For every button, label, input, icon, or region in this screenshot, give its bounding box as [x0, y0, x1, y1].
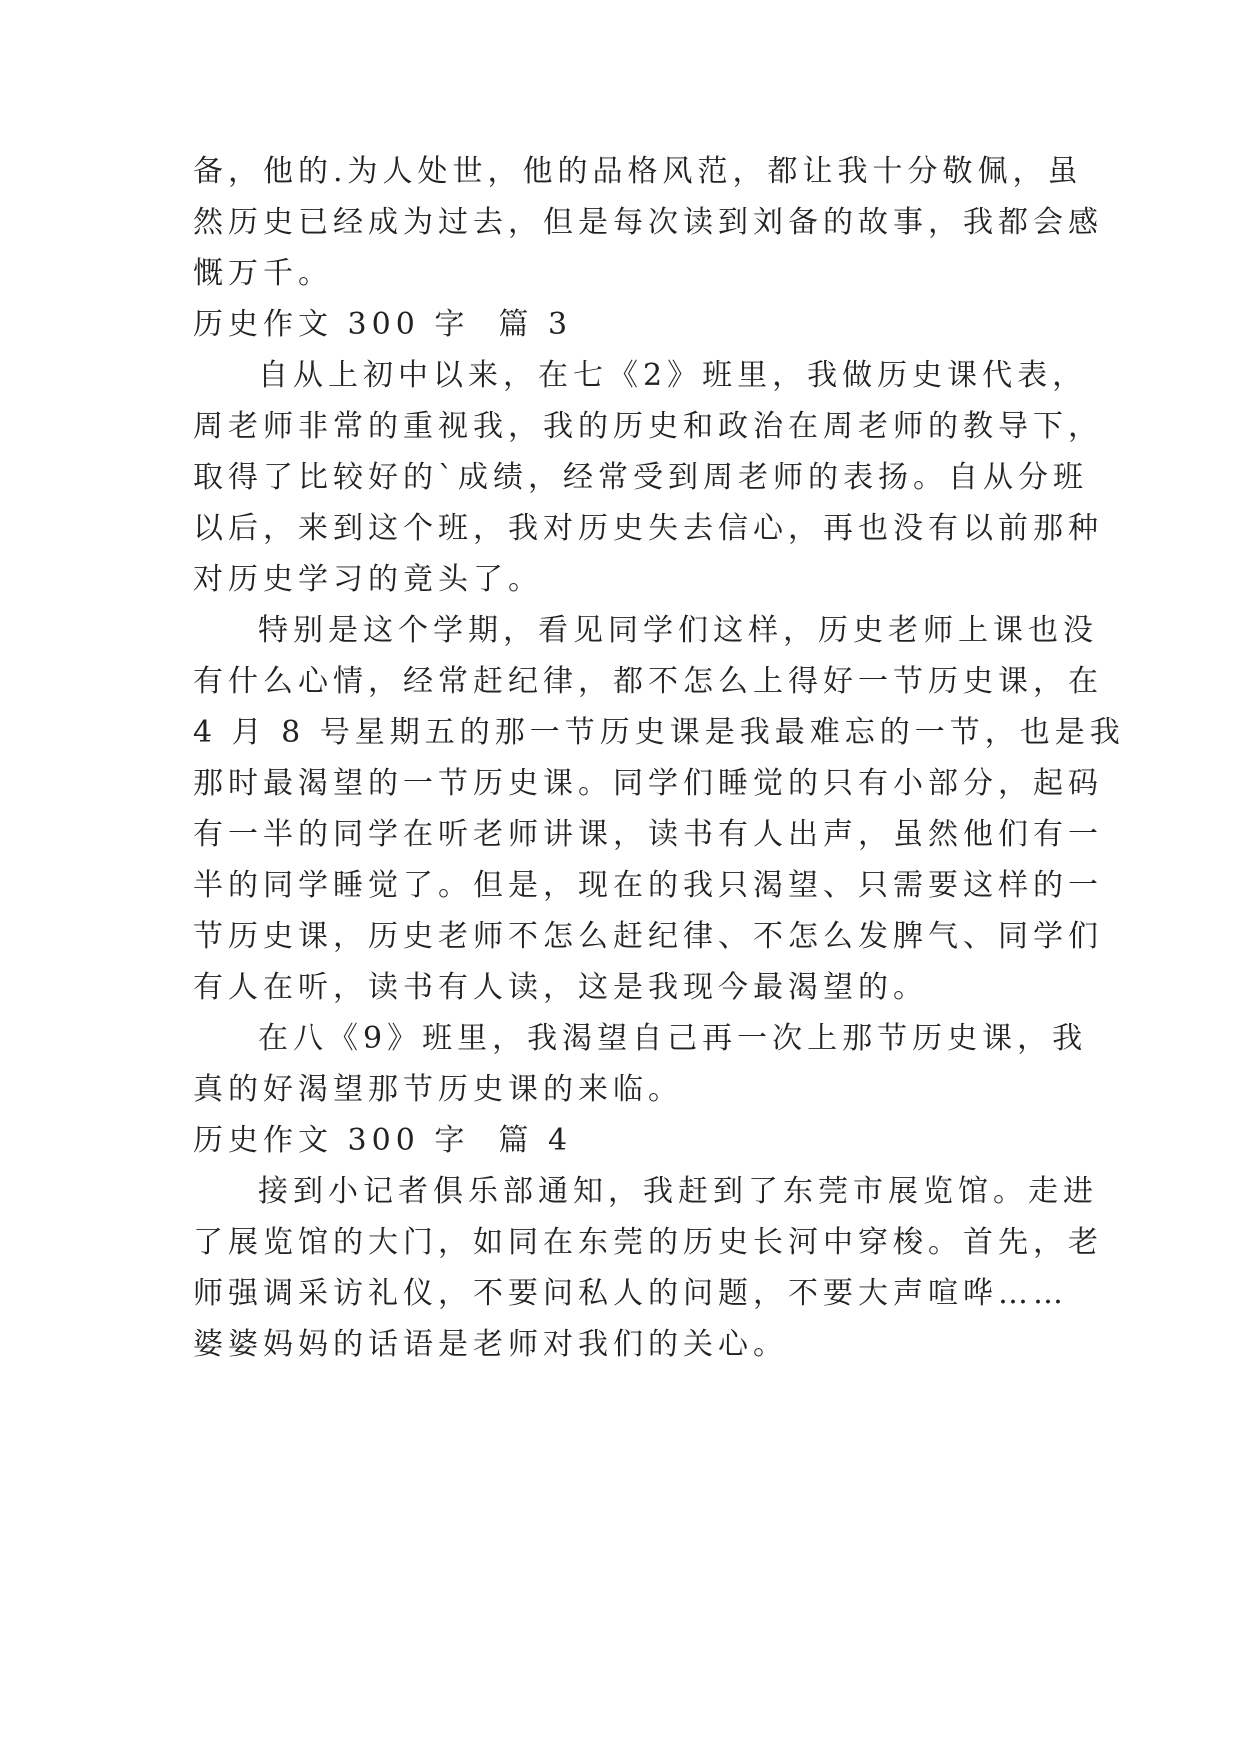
text-line: 有一半的同学在听老师讲课，读书有人出声，虽然他们有一	[193, 817, 1103, 852]
text-line: 备，他的.为人处世，他的品格风范，都让我十分敬佩，虽	[193, 154, 1083, 189]
text-line: 4 月 8 号星期五的那一节历史课是我最难忘的一节，也是我	[193, 715, 1125, 750]
section-heading: 历史作文 300 字 篇 4	[193, 1123, 573, 1158]
text-line: 取得了比较好的`成绩，经常受到周老师的表扬。自从分班	[193, 460, 1088, 495]
text-line: 半的同学睡觉了。但是，现在的我只渴望、只需要这样的一	[193, 868, 1103, 903]
text-line: 真的好渴望那节历史课的来临。	[193, 1072, 683, 1107]
text-line: 对历史学习的竟头了。	[193, 562, 543, 597]
text-line: 有人在听，读书有人读，这是我现今最渴望的。	[193, 970, 928, 1005]
text-line: 慨万千。	[193, 256, 333, 291]
text-line: 了展览馆的大门，如同在东莞的历史长河中穿梭。首先，老	[193, 1225, 1103, 1260]
text-line: 自从上初中以来，在七《2》班里，我做历史课代表，	[258, 358, 1088, 393]
text-line: 以后，来到这个班，我对历史失去信心，再也没有以前那种	[193, 511, 1103, 546]
text-line: 然历史已经成为过去，但是每次读到刘备的故事，我都会感	[193, 205, 1103, 240]
section-heading: 历史作文 300 字 篇 3	[193, 307, 573, 342]
text-line: 在八《9》班里，我渴望自己再一次上那节历史课，我	[258, 1021, 1088, 1056]
text-line: 有什么心情，经常赶纪律，都不怎么上得好一节历史课，在	[193, 664, 1103, 699]
text-line: 节历史课，历史老师不怎么赶纪律、不怎么发脾气、同学们	[193, 919, 1103, 954]
text-line: 周老师非常的重视我，我的历史和政治在周老师的教导下，	[193, 409, 1103, 444]
text-line: 婆婆妈妈的话语是老师对我们的关心。	[193, 1327, 788, 1362]
text-line: 特别是这个学期，看见同学们这样，历史老师上课也没	[258, 613, 1098, 648]
text-line: 接到小记者俱乐部通知，我赶到了东莞市展览馆。走进	[258, 1174, 1098, 1209]
text-line: 师强调采访礼仪，不要问私人的问题，不要大声喧哗……	[193, 1276, 1068, 1311]
text-line: 那时最渴望的一节历史课。同学们睡觉的只有小部分，起码	[193, 766, 1103, 801]
